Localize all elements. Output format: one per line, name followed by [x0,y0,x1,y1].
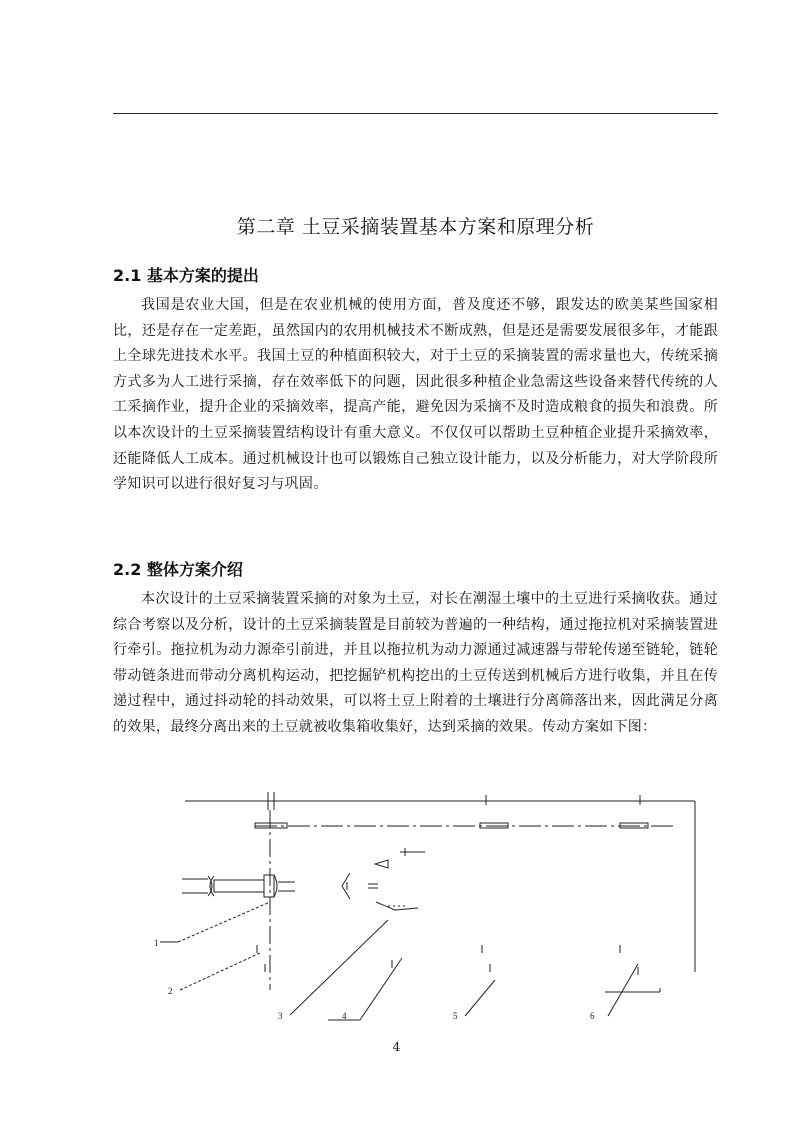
figure-label-6: 6 [590,1011,595,1021]
chapter-title: 第二章 土豆采摘装置基本方案和原理分析 [236,216,595,238]
figure-label-3: 3 [278,1011,283,1021]
section-2-1-paragraph: 我国是农业大国，但是在农业机械的使用方面，普及度还不够，跟发达的欧美某些国家相比，还是存在一定差距，虽然国内的农用机械技术不断成熟，但是还是需要发展很多年，才能跟上全球先进技术水平。我国土豆的种植面积较大，对于土豆的采摘装置的需求量也大，传统采摘方式多为人工进行采摘，存在效率低下的问题，因此很多种植企业急需这些设备来替代传统的人工采摘作业，提升企业的采摘效率，提高产能，避免因为采摘不及时造成粮食的损失和浪费。所以本次设计的土豆采摘装置结构设计有重大意义。不仅仅可以帮助土豆种植企业提升采摘效率，还能降低人工成本。通过机械设计也可以锻炼自己独立设计能力，以及分析能力，对大学阶段所学知识可以进行很好复习与巩固。 [113,297,718,493]
section-heading-2-1: 2.1 基本方案的提出 [113,266,259,285]
transmission-scheme-figure [150,790,710,1025]
leader-5 [465,980,495,1016]
figure-label-1: 1 [154,938,159,948]
figure-label-5: 5 [453,1011,458,1021]
coupling [264,875,274,897]
input-shaft [214,880,264,892]
page-number: 4 [392,1040,401,1054]
header-rule [113,113,718,114]
figure-label-4: 4 [342,1011,347,1021]
leader-4 [360,958,402,1020]
transmission-scheme-diagram [150,790,710,1025]
figure-label-2: 2 [168,986,173,996]
leader-2 [180,953,260,990]
section-2-2-paragraph: 本次设计的土豆采摘装置采摘的对象为土豆，对长在潮湿土壤中的土豆进行采摘收获。通过综合考察以及分析，设计的土豆采摘装置是目前较为普遍的一种结构，通过拖拉机对采摘装置进行牵引。拖拉机为动力源牵引前进，并且以拖拉机为动力源通过减速器与带轮传递至链轮，链轮带动链条进而带动分离机构运动，把挖掘铲机构挖出的土豆传送到机械后方进行收集，并且在传递过程中，通过抖动轮的抖动效果，可以将土豆上附着的土壤进行分离筛落出来，因此满足分离的效果，最终分离出来的土豆就被收集箱收集好，达到采摘的效果。传动方案如下图： [113,591,718,735]
leader-6 [608,964,638,1016]
section-heading-2-2: 2.2 整体方案介绍 [113,560,243,579]
